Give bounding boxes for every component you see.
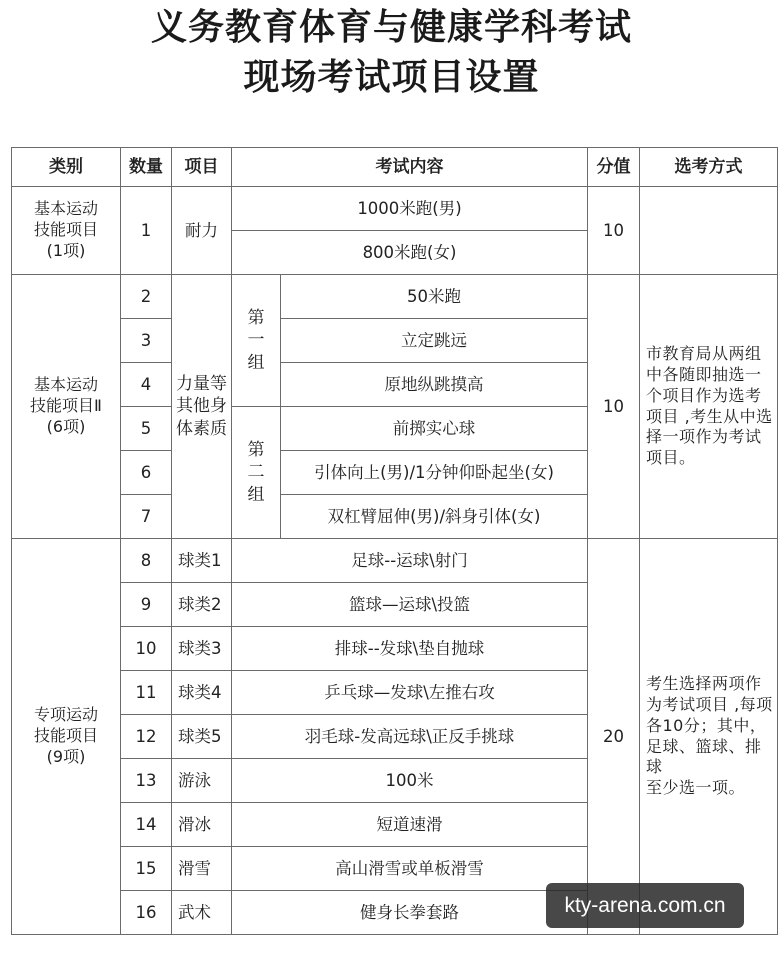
count-cell: 11 <box>121 671 172 715</box>
item-cell: 球类2 <box>172 583 232 627</box>
content-cell: 足球--运球\射门 <box>232 539 588 583</box>
group-2-cell: 第 二 组 <box>232 407 281 539</box>
item-cell: 游泳 <box>172 759 232 803</box>
page-title: 义务教育体育与健康学科考试 <box>150 7 632 48</box>
group-1-cell: 第 一 组 <box>232 275 281 407</box>
count-cell: 9 <box>121 583 172 627</box>
method-cell: 考生选择两项作 为考试项目 ,每项 各10分；其中， 足球、篮球、排球 至少选一项。 <box>640 539 778 935</box>
item-cell: 滑雪 <box>172 847 232 891</box>
content-cell: 原地纵跳摸高 <box>281 363 588 407</box>
count-cell: 12 <box>121 715 172 759</box>
content-cell: 羽毛球-发高远球\正反手挑球 <box>232 715 588 759</box>
content-cell: 高山滑雪或单板滑雪 <box>232 847 588 891</box>
item-cell: 滑冰 <box>172 803 232 847</box>
score-cell: 10 <box>588 187 640 275</box>
content-cell: 双杠臂屈伸(男)/斜身引体(女) <box>281 495 588 539</box>
score-cell: 10 <box>588 275 640 539</box>
table-row <box>12 539 778 583</box>
category-cell: 基本运动 技能项目 (1项) <box>12 187 121 275</box>
item-cell: 球类3 <box>172 627 232 671</box>
category-cell: 基本运动 技能项目Ⅱ (6项) <box>12 275 121 539</box>
count-cell: 3 <box>121 319 172 363</box>
content-cell: 篮球—运球\投篮 <box>232 583 588 627</box>
count-cell: 2 <box>121 275 172 319</box>
count-cell: 8 <box>121 539 172 583</box>
item-cell: 球类4 <box>172 671 232 715</box>
count-cell: 5 <box>121 407 172 451</box>
count-cell: 13 <box>121 759 172 803</box>
page-subtitle: 现场考试项目设置 <box>243 57 540 98</box>
header-method: 选考方式 <box>640 148 778 187</box>
count-cell: 4 <box>121 363 172 407</box>
content-cell: 健身长拳套路 <box>232 891 588 935</box>
item-cell: 耐力 <box>172 187 232 275</box>
count-cell: 10 <box>121 627 172 671</box>
item-cell: 力量等 其他身 体素质 <box>172 275 232 539</box>
count-cell: 7 <box>121 495 172 539</box>
watermark: kty-arena.com.cn <box>546 883 744 928</box>
method-cell <box>640 187 778 275</box>
content-cell: 立定跳远 <box>281 319 588 363</box>
method-cell: 市教育局从两组 中各随即抽选一 个项目作为选考 项目 ,考生从中选 择一项作为考试 项目。 <box>640 275 778 539</box>
content-cell: 50米跑 <box>281 275 588 319</box>
item-cell: 武术 <box>172 891 232 935</box>
count-cell: 16 <box>121 891 172 935</box>
content-cell: 800米跑(女) <box>232 231 588 275</box>
category-cell: 专项运动 技能项目 (9项) <box>12 539 121 935</box>
content-cell: 乒乓球—发球\左推右攻 <box>232 671 588 715</box>
header-score: 分值 <box>588 148 640 187</box>
header-item: 项目 <box>172 148 232 187</box>
content-cell: 100米 <box>232 759 588 803</box>
table-row <box>12 187 778 231</box>
content-cell: 短道速滑 <box>232 803 588 847</box>
count-cell: 15 <box>121 847 172 891</box>
item-cell: 球类5 <box>172 715 232 759</box>
header-content: 考试内容 <box>232 148 588 187</box>
header-row <box>12 148 778 187</box>
content-cell: 前掷实心球 <box>281 407 588 451</box>
content-cell: 排球--发球\垫自抛球 <box>232 627 588 671</box>
item-cell: 球类1 <box>172 539 232 583</box>
count-cell: 14 <box>121 803 172 847</box>
content-cell: 1000米跑(男) <box>232 187 588 231</box>
count-cell: 6 <box>121 451 172 495</box>
exam-items-table <box>11 147 778 935</box>
score-cell: 20 <box>588 539 640 935</box>
count-cell: 1 <box>121 187 172 275</box>
table-row <box>12 275 778 319</box>
header-count: 数量 <box>121 148 172 187</box>
header-category: 类别 <box>12 148 121 187</box>
content-cell: 引体向上(男)/1分钟仰卧起坐(女) <box>281 451 588 495</box>
